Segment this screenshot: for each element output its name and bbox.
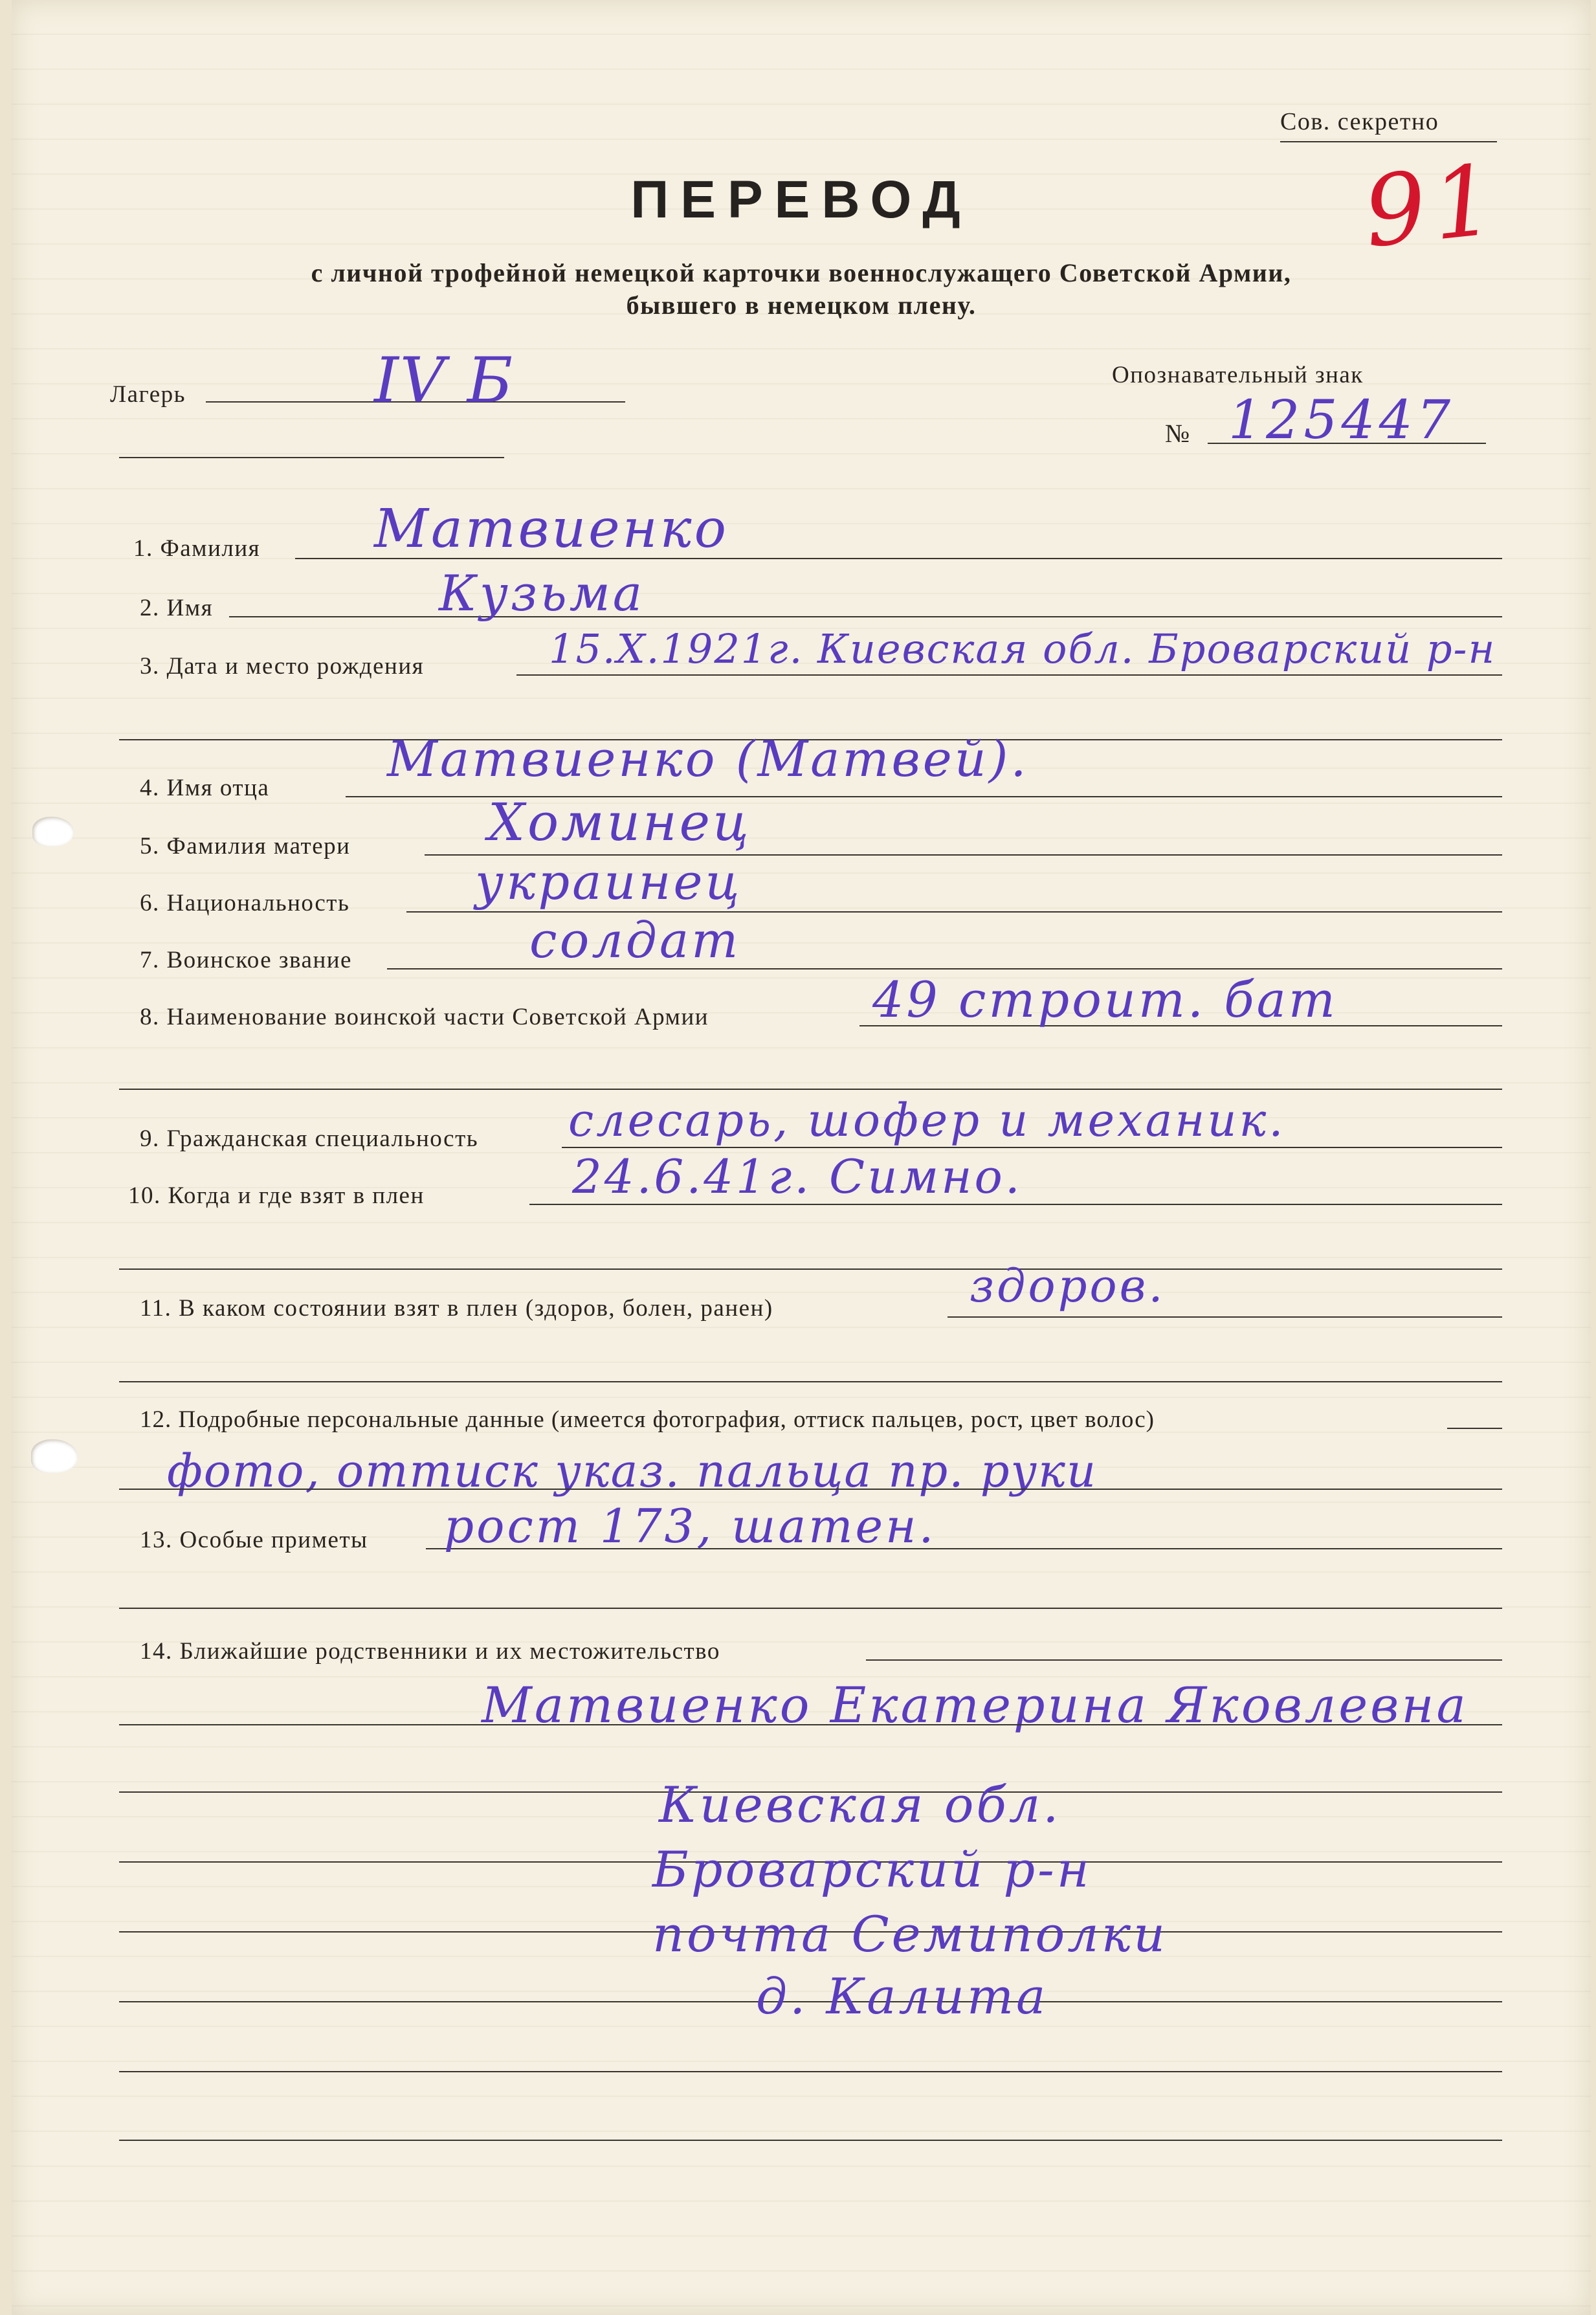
underline-relatives-8	[119, 2140, 1502, 2141]
label-birth: 3. Дата и место рождения	[140, 653, 425, 680]
value-captured: 24.6.41г. Симно.	[572, 1149, 1023, 1204]
value-condition: здоров.	[970, 1259, 1166, 1313]
label-mother: 5. Фамилия матери	[140, 833, 351, 859]
label-nationality: 6. Национальность	[140, 890, 350, 916]
value-surname: Матвиенко	[374, 498, 729, 560]
underline-relatives-2	[119, 1724, 1502, 1725]
underline-captured-2	[119, 1268, 1502, 1270]
underline-relatives-7	[119, 2071, 1502, 2072]
underline-unit-2	[119, 1089, 1502, 1090]
label-captured: 10. Когда и где взят в плен	[128, 1182, 425, 1209]
label-unit: 8. Наименование воинской части Советской Армии	[140, 1004, 709, 1030]
value-mother: Хоминец	[488, 792, 751, 852]
value-address-2: Броварский р-н	[652, 1841, 1092, 1898]
underline-features-2	[119, 1608, 1502, 1609]
value-address-3: почта Семиполки	[652, 1905, 1168, 1963]
punch-hole-top	[32, 817, 74, 847]
label-profession: 9. Гражданская специальность	[140, 1125, 479, 1152]
value-address-4: д. Калита	[756, 1967, 1048, 2025]
label-first-name: 2. Имя	[140, 595, 214, 621]
value-unit: 49 строит. бат	[872, 971, 1338, 1028]
value-address-1: Киевская обл.	[659, 1776, 1061, 1833]
classification-stamp: Сов. секретно	[1280, 108, 1439, 135]
label-condition: 11. В каком состоянии взят в плен (здоров, болен, ранен)	[140, 1295, 773, 1322]
page-title: ПЕРЕВОД	[630, 170, 972, 229]
subtitle-line-2: бывшего в немецком плену.	[626, 291, 977, 320]
underline-relatives	[866, 1659, 1502, 1661]
value-relatives: Матвиенко Екатерина Яковлевна	[482, 1676, 1469, 1734]
label-features: 13. Особые приметы	[140, 1527, 368, 1553]
label-father: 4. Имя отца	[140, 775, 270, 801]
value-father: Матвиенко (Матвей).	[387, 730, 1029, 788]
underline-condition	[948, 1316, 1502, 1318]
underline-birth	[516, 674, 1502, 676]
value-personal-data: фото, оттиск указ. пальца пр. руки	[167, 1445, 1098, 1498]
label-personal-data: 12. Подробные персональные данные (имеется фотография, оттиск пальцев, рост, цвет волос)	[140, 1406, 1155, 1433]
underline-personal-data-2	[119, 1489, 1502, 1490]
underline-condition-2	[119, 1381, 1502, 1382]
punch-hole-bottom	[31, 1439, 78, 1473]
label-surname: 1. Фамилия	[133, 535, 261, 562]
underline-personal-data	[1447, 1428, 1502, 1429]
value-rank: солдат	[529, 911, 741, 969]
subtitle-line-1: с личной трофейной немецкой карточки военнослужащего Советской Армии,	[311, 258, 1292, 287]
tag-number-sign: №	[1165, 419, 1191, 448]
red-sheet-number: 91	[1358, 143, 1507, 270]
underline-captured	[529, 1204, 1502, 1205]
camp-underline-2	[119, 457, 504, 458]
tag-value: 125447	[1228, 390, 1455, 451]
classification-underline	[1280, 141, 1497, 142]
label-relatives: 14. Ближайшие родственники и их местожительство	[140, 1638, 720, 1665]
camp-label: Лагерь	[110, 381, 186, 408]
value-first-name: Кузьма	[439, 564, 645, 622]
tag-label: Опознавательный знак	[1112, 362, 1364, 388]
camp-value: IV Б	[374, 344, 515, 417]
underline-profession	[562, 1147, 1502, 1148]
value-nationality: украинец	[475, 853, 742, 911]
value-profession: слесарь, шофер и механик.	[568, 1094, 1286, 1147]
value-birth: 15.X.1921г. Киевская обл. Броварский р-н	[549, 625, 1496, 672]
label-rank: 7. Воинское звание	[140, 947, 352, 973]
value-features: рост 173, шатен.	[444, 1499, 937, 1553]
underline-first-name	[229, 616, 1502, 617]
document-sheet	[12, 0, 1591, 2315]
